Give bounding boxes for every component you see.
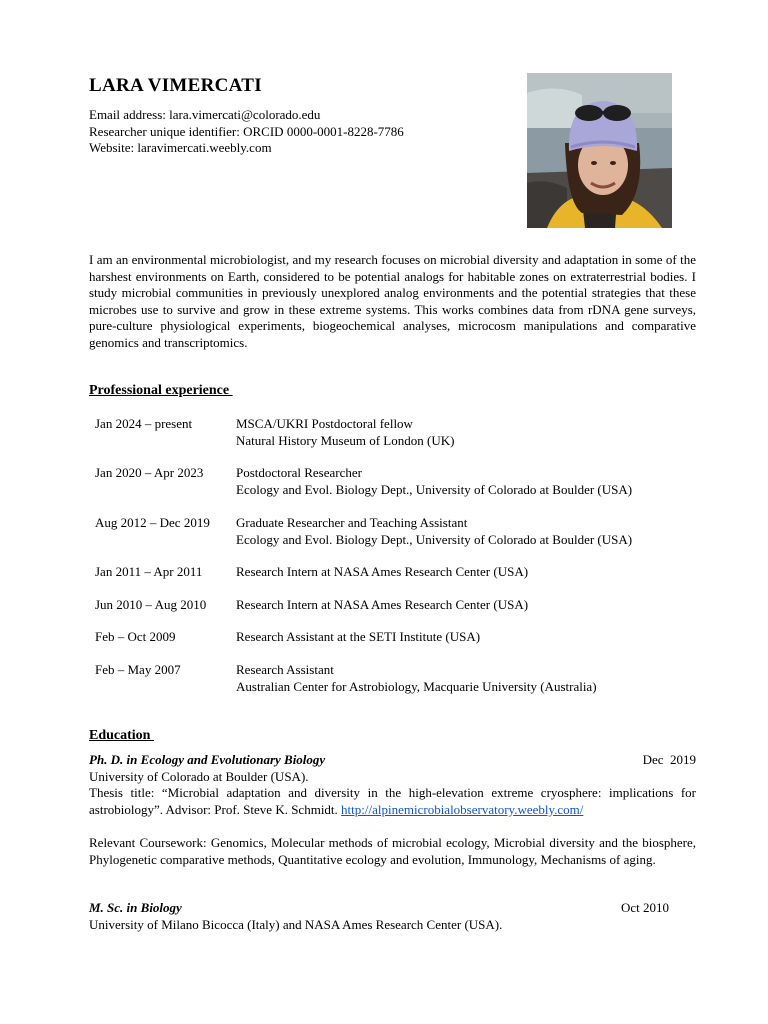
email-line: Email address: lara.vimercati@colorado.edu: [89, 107, 321, 122]
experience-role: Postdoctoral Researcher: [236, 465, 362, 480]
phd-coursework: Relevant Coursework: Genomics, Molecular methods of microbial ecology, Microbial diversity and the biosphere, Phylogenetic comparative methods, Quantitative ecology and evolution, Immunology, Mechanisms of aging.: [89, 835, 696, 867]
experience-date: Aug 2012 – Dec 2019: [95, 515, 210, 530]
experience-description: [236, 629, 480, 646]
experience-date: Jun 2010 – Aug 2010: [95, 597, 207, 612]
phd-institution: University of Colorado at Boulder (USA).: [89, 768, 309, 784]
experience-description: [236, 416, 454, 449]
experience-date: Feb – Oct 2009: [95, 629, 176, 644]
experience-date: Jan 2011 – Apr 2011: [95, 564, 203, 579]
experience-description: [236, 662, 597, 695]
msc-institution: University of Milano Bicocca (Italy) and NASA Ames Research Center (USA).: [89, 916, 503, 932]
experience-heading: Professional experience: [89, 383, 233, 398]
thesis-link[interactable]: http://alpinemicrobialobservatory.weebly.com/: [341, 801, 584, 817]
orcid-line: Researcher unique identifier: ORCID 0000-0001-8228-7786: [89, 123, 404, 139]
experience-date: Jan 2024 – present: [95, 416, 193, 431]
experience-institution: Natural History Museum of London (UK): [236, 432, 455, 448]
experience-role: Research Assistant at the SETI Institute (USA): [236, 629, 481, 644]
portrait-illustration: [527, 73, 672, 228]
thesis-text: Thesis title: “Microbial adaptation and diversity in the high-elevation extreme cryosphere: implications for astrobiology”. Advisor: Prof. Steve K. Schmidt.: [89, 785, 696, 817]
website-line: Website: laravimercati.weebly.com: [89, 140, 272, 155]
experience-role: MSCA/UKRI Postdoctoral fellow: [236, 416, 413, 431]
experience-description: [236, 564, 528, 581]
msc-entry: [89, 900, 696, 933]
person-name: LARA VIMERCATI: [89, 75, 262, 96]
education-heading: Education: [89, 728, 154, 743]
experience-institution: Australian Center for Astrobiology, Macquarie University (Australia): [236, 678, 597, 694]
experience-role: Graduate Researcher and Teaching Assistant: [236, 515, 468, 530]
msc-degree: M. Sc. in Biology: [89, 900, 182, 915]
phd-degree: Ph. D. in Ecology and Evolutionary Biology: [89, 752, 326, 767]
experience-role: Research Intern at NASA Ames Research Center (USA): [236, 564, 529, 579]
phd-date: Dec 2019: [642, 752, 696, 767]
profile-photo: [527, 73, 672, 228]
experience-description: [236, 597, 528, 614]
msc-date: Oct 2010: [621, 900, 670, 915]
phd-entry: [89, 752, 696, 869]
research-summary: I am an environmental microbiologist, and my research focuses on microbial diversity and adaptation in some of the harshest environments on Earth, considered to be potential analogs for habitable zones on extraterrestrial bodies. I study microbial communities in previously unexplored analog environments and the potential strategies that these microbes use to survive and grow in these extreme systems. This works combines data from rDNA gene surveys, pure-culture physiological experiments, biogeochemical analyses, microcosm manipulations and comparative genomics and transcriptomics.: [89, 252, 696, 350]
experience-description: [236, 515, 632, 548]
experience-institution: Ecology and Evol. Biology Dept., University of Colorado at Boulder (USA): [236, 481, 633, 497]
experience-date: Feb – May 2007: [95, 662, 181, 677]
contact-info: [89, 107, 404, 157]
experience-role: Research Assistant: [236, 662, 334, 677]
experience-description: [236, 465, 632, 498]
phd-thesis: [89, 785, 696, 818]
experience-role: Research Intern at NASA Ames Research Center (USA): [236, 597, 529, 612]
experience-institution: Ecology and Evol. Biology Dept., University of Colorado at Boulder (USA): [236, 531, 633, 547]
experience-date: Jan 2020 – Apr 2023: [95, 465, 204, 480]
